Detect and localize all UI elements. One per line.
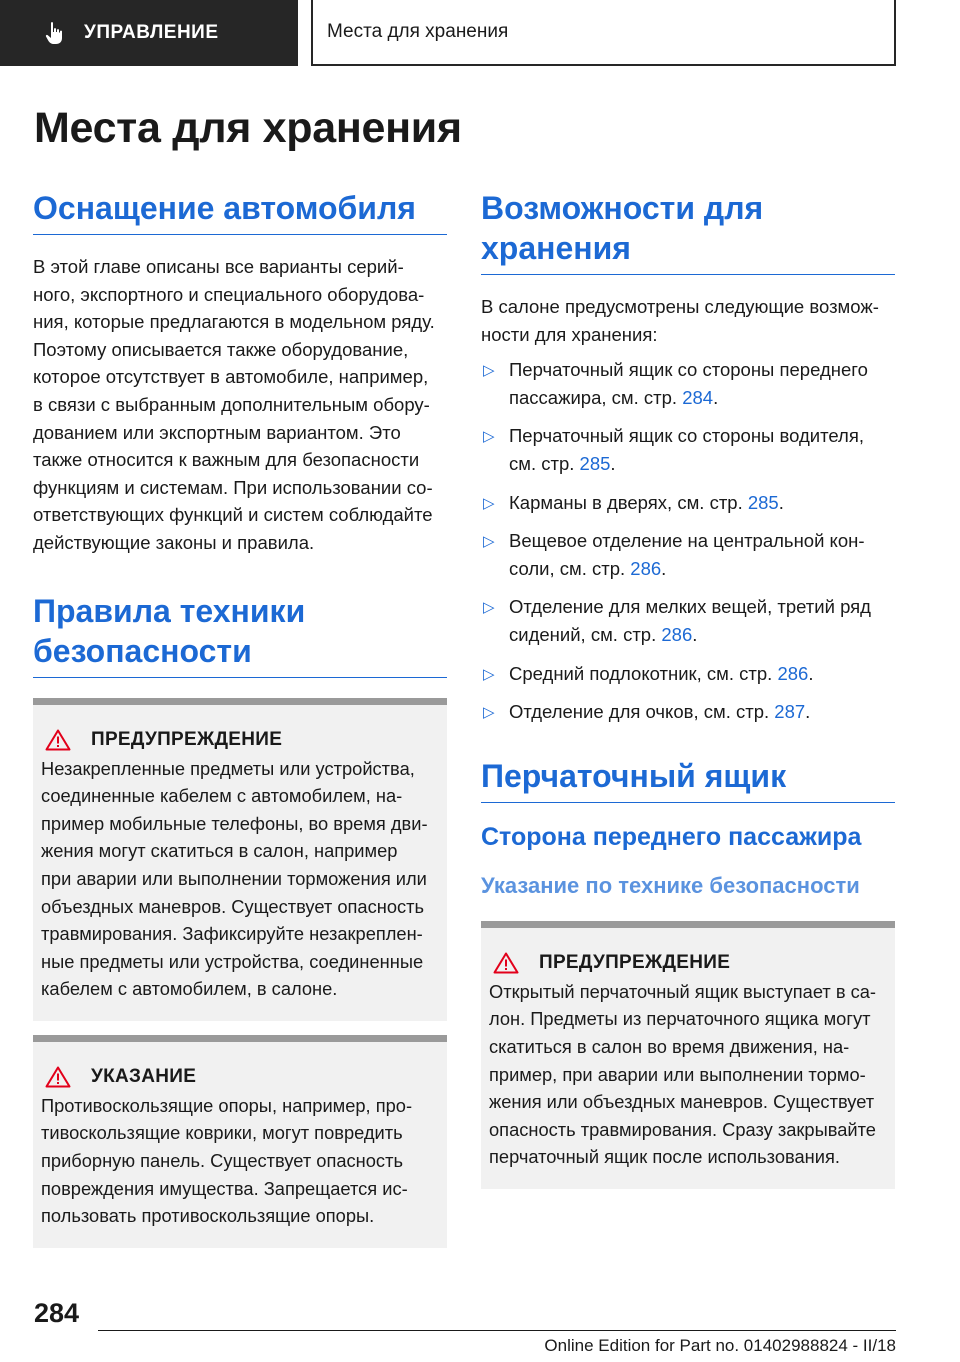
list-item-text: см. стр. <box>509 452 580 474</box>
warning-triangle-icon <box>45 729 71 751</box>
storage-intro <box>481 293 895 348</box>
list-item-text: Вещевое отделение на центральной кон- <box>509 530 865 552</box>
list-item <box>481 356 895 411</box>
warning-label: ПРЕДУПРЕЖДЕНИЕ <box>539 951 731 973</box>
warning-label: ПРЕДУПРЕЖДЕНИЕ <box>91 728 283 750</box>
list-item-text <box>509 450 895 478</box>
text-line: пользовать противоскользящие опоры. <box>41 1205 375 1227</box>
glovebox-heading: Перчаточный ящик <box>481 756 895 803</box>
bullet-triangle-icon: ▷ <box>483 428 495 446</box>
list-item <box>481 698 895 726</box>
text-line: жения могут скатиться в салон, например <box>41 840 398 862</box>
punctuation: . <box>805 701 811 723</box>
text-line: Открытый перчаточный ящик выступает в са- <box>489 980 877 1002</box>
heading-line: Правила техники <box>33 592 306 629</box>
warning-triangle-icon <box>45 1066 71 1088</box>
punctuation: . <box>808 662 814 684</box>
list-item-text: Перчаточный ящик со стороны водителя, <box>509 425 865 447</box>
list-item-text <box>509 621 895 649</box>
notice-box <box>33 1035 447 1248</box>
page-link[interactable]: 286 <box>661 623 693 645</box>
equipment-heading: Оснащение автомобиля <box>33 188 447 235</box>
page-link[interactable]: 285 <box>747 491 779 513</box>
punctuation: . <box>661 557 667 579</box>
left-column <box>33 188 447 1248</box>
text-line: пример, при аварии или выполнении тормо- <box>489 1063 866 1085</box>
text-line: которое отсутствует в автомобиле, например, <box>33 366 429 388</box>
list-item <box>481 489 895 517</box>
safety-rules-heading <box>33 591 447 678</box>
text-line: приборную панель. Существует опасность <box>41 1150 403 1172</box>
text-line: пример мобильные телефоны, во время дви- <box>41 812 428 834</box>
text-line: ответствующих функций и систем соблюдайте <box>33 504 433 526</box>
text-line: Поэтому описывается также оборудование, <box>33 338 409 360</box>
page-link[interactable]: 284 <box>682 386 714 408</box>
warning-header <box>489 952 885 974</box>
edition-note: Online Edition for Part no. 01402988824 - II/18 <box>544 1336 896 1355</box>
bullet-triangle-icon: ▷ <box>483 494 495 512</box>
text-line: кабелем с автомобилем, в салоне. <box>41 978 338 1000</box>
list-item-text <box>509 698 895 726</box>
page-link[interactable]: 286 <box>777 662 809 684</box>
text-line: В салоне предусмотрены следующие возмож- <box>481 296 879 317</box>
list-item <box>481 422 895 477</box>
list-item-text: пассажира, см. стр. <box>509 386 683 408</box>
page-header <box>0 0 960 66</box>
text-line: В этой главе описаны все варианты серий- <box>33 256 404 277</box>
text-line: жения или объездных маневров. Существует <box>489 1091 875 1113</box>
list-item-text: Отделение для мелких вещей, третий ряд <box>509 596 871 618</box>
list-item-text: Перчаточный ящик со стороны переднего <box>509 359 868 381</box>
page-link[interactable]: 285 <box>579 452 611 474</box>
heading-line: Возможности для <box>481 190 764 226</box>
list-item-text <box>509 555 895 583</box>
list-item-text: Отделение для очков, см. стр. <box>509 701 775 723</box>
text-line: опасность травмирования. Сразу закрывайте <box>489 1118 876 1140</box>
warning-header <box>41 729 437 751</box>
text-line: ности для хранения: <box>481 323 658 345</box>
punctuation: . <box>778 491 784 513</box>
text-line: действующие законы и правила. <box>33 531 315 553</box>
bullet-triangle-icon: ▷ <box>483 599 495 617</box>
bullet-triangle-icon: ▷ <box>483 704 495 722</box>
text-line: лон. Предметы из перчаточного ящика могут <box>489 1008 871 1030</box>
warning-box <box>33 698 447 1021</box>
text-line: ные предметы или устройства, соединенные <box>41 950 424 972</box>
list-item-text <box>509 489 895 517</box>
list-item <box>481 660 895 688</box>
text-line: ного, экспортного и специального оборудова- <box>33 283 425 305</box>
heading-line: хранения <box>481 230 631 266</box>
storage-options-list <box>481 356 895 726</box>
passenger-side-heading: Сторона переднего пассажира <box>481 822 862 851</box>
punctuation: . <box>610 452 616 474</box>
text-line: соединенные кабелем с автомобилем, на- <box>41 785 403 807</box>
warning-text <box>41 755 437 1003</box>
right-column <box>481 188 895 1189</box>
page-link[interactable]: 286 <box>630 557 662 579</box>
text-line: объездных маневров. Существует опасность <box>41 895 425 917</box>
text-line: в связи с выбранным дополнительным обору- <box>33 393 430 415</box>
list-item <box>481 527 895 582</box>
footer-divider <box>98 1330 896 1331</box>
bullet-triangle-icon: ▷ <box>483 362 495 380</box>
text-line: ния, которые предлагаются в модельном ряду. <box>33 311 435 333</box>
warning-text <box>489 978 885 1171</box>
text-line: также относится к важным для безопасности <box>33 449 420 471</box>
warning-box <box>481 921 895 1189</box>
section-label: УПРАВЛЕНИЕ <box>84 22 219 43</box>
text-line: перчаточный ящик после использования. <box>489 1146 840 1168</box>
bullet-triangle-icon: ▷ <box>483 665 495 683</box>
safety-note-heading: Указание по технике безопасности <box>481 872 860 898</box>
list-item-text: Карманы в дверях, см. стр. <box>509 491 748 513</box>
list-item-text <box>509 384 895 412</box>
notice-text <box>41 1092 437 1230</box>
text-line: повреждения имущества. Запрещается ис- <box>41 1177 408 1199</box>
list-item-text: Средний подлокотник, см. стр. <box>509 662 778 684</box>
page-link[interactable]: 287 <box>774 701 806 723</box>
text-line: тивоскользящие коврики, могут повредить <box>41 1122 403 1144</box>
list-item-text: соли, см. стр. <box>509 557 631 579</box>
text-line: Противоскользящие опоры, например, про- <box>41 1094 413 1116</box>
list-item <box>481 593 895 648</box>
chapter-label: Места для хранения <box>311 0 896 66</box>
notice-header <box>41 1066 437 1088</box>
punctuation: . <box>713 386 719 408</box>
text-line: дованием или экспортным вариантом. Это <box>33 421 401 443</box>
warning-triangle-icon <box>493 952 519 974</box>
text-line: функциям и системам. При использовании со- <box>33 476 433 498</box>
bullet-triangle-icon: ▷ <box>483 533 495 551</box>
storage-options-heading <box>481 188 895 275</box>
heading-line: безопасности <box>33 632 252 669</box>
page-title: Места для хранения <box>34 104 462 152</box>
text-line: Незакрепленные предметы или устройства, <box>41 757 415 779</box>
list-item-text <box>509 660 895 688</box>
pointing-hand-icon <box>42 20 68 46</box>
text-line: скатиться в салон во время движения, на- <box>489 1035 850 1057</box>
equipment-paragraph <box>33 253 447 557</box>
notice-label: УКАЗАНИЕ <box>91 1065 197 1087</box>
page-number: 284 <box>34 1298 80 1328</box>
text-line: травмирования. Зафиксируйте незакреплен- <box>41 923 423 945</box>
section-tab <box>0 0 298 66</box>
punctuation: . <box>692 623 698 645</box>
list-item-text: сидений, см. стр. <box>509 623 662 645</box>
text-line: при аварии или выполнении торможения или <box>41 867 427 889</box>
